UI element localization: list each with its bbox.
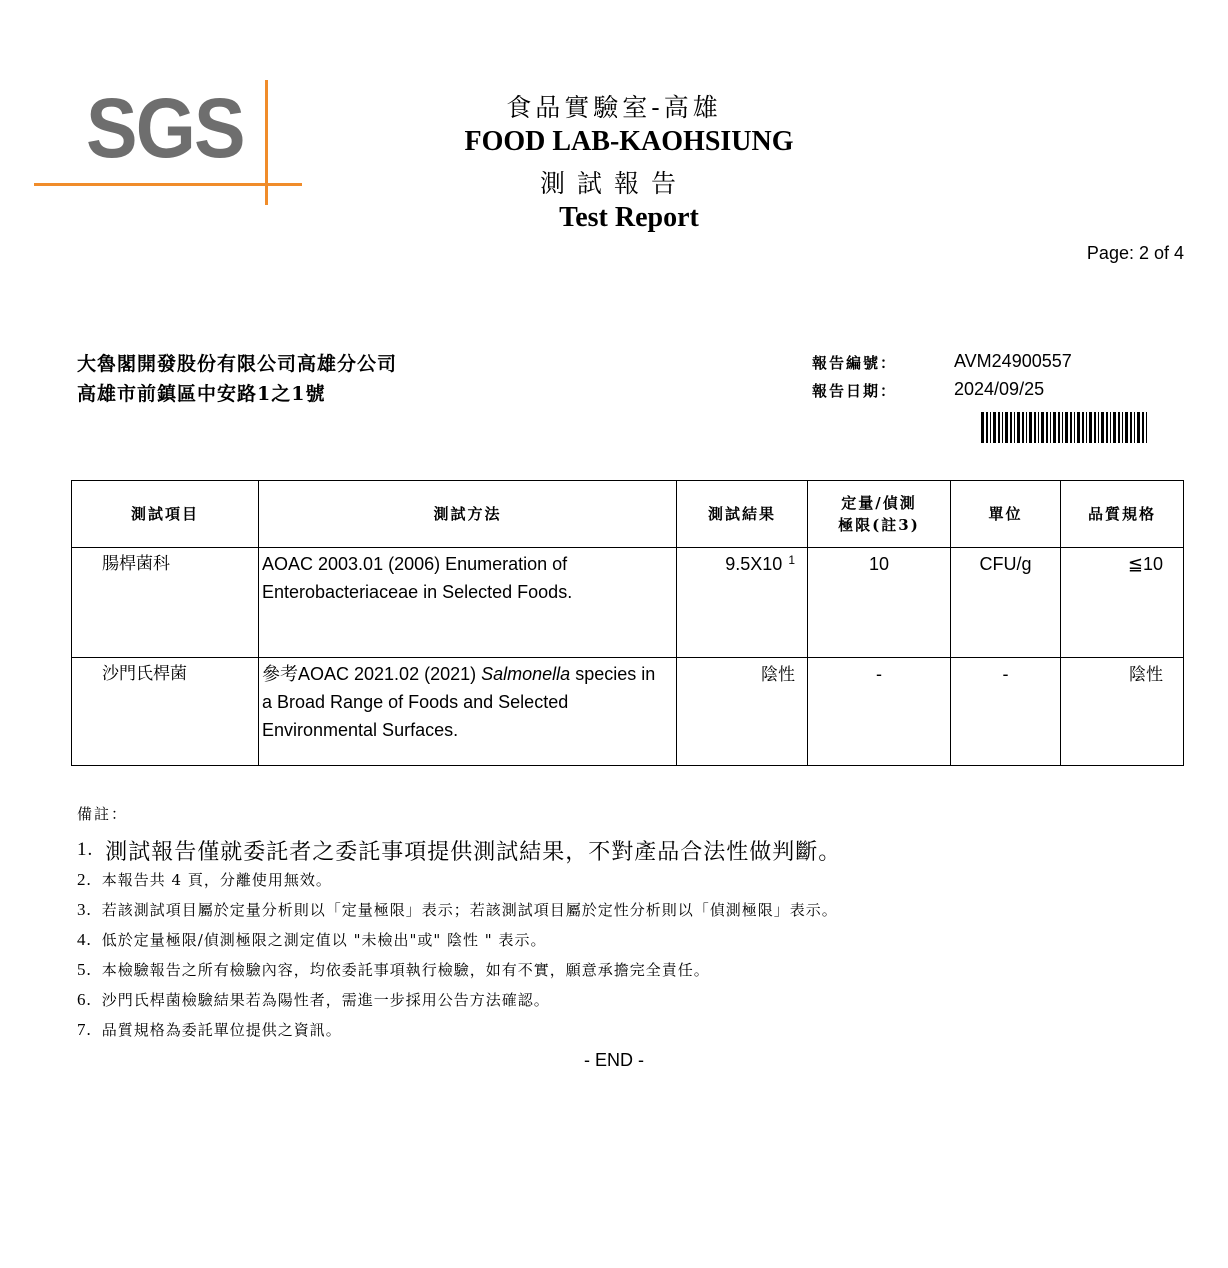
barcode-bar <box>1041 412 1044 443</box>
barcode-bar <box>1137 412 1140 443</box>
barcode-bar <box>986 412 988 443</box>
cell-method <box>259 658 677 766</box>
result-value: 陰性 <box>761 665 795 685</box>
barcode-bar <box>1098 412 1099 443</box>
header-limit-line1: 定量/偵測 <box>841 494 917 512</box>
cell-limit: - <box>808 658 951 766</box>
end-marker: - END - <box>584 1050 644 1070</box>
lab-title-en: FOOD LAB-KAOHSIUNG <box>464 126 794 157</box>
barcode-bar <box>1094 412 1096 443</box>
notes-title: 備註： <box>77 805 129 823</box>
header-unit: 單位 <box>951 481 1061 548</box>
barcode-bar <box>993 412 996 443</box>
barcode-bar <box>1089 412 1092 443</box>
method-suffix: species in a Broad Range of Foods and Selected Environmental Surfaces. <box>262 664 656 740</box>
cell-spec: ≦10 <box>1061 548 1184 658</box>
barcode-bar <box>998 412 1000 443</box>
report-number-label: 報告編號： <box>812 354 898 372</box>
barcode-bar <box>1110 412 1111 443</box>
barcode-bar <box>1053 412 1056 443</box>
note-text: 本報告共 4 頁，分離使用無效。 <box>101 871 332 889</box>
barcode-bar <box>1050 412 1051 443</box>
barcode-bar <box>1070 412 1072 443</box>
report-number: AVM24900557 <box>954 351 1072 371</box>
barcode-bar <box>1002 412 1003 443</box>
note-item <box>77 929 546 950</box>
note-item <box>77 835 841 866</box>
client-name: 大魯閣開發股份有限公司高雄分公司 <box>77 353 398 375</box>
note-item <box>77 959 710 980</box>
result-value: 9.5X10 <box>725 554 783 574</box>
spec-value: 陰性 <box>1129 665 1163 685</box>
barcode-bar <box>1058 412 1060 443</box>
header-item: 測試項目 <box>72 481 259 548</box>
barcode-bar <box>1118 412 1120 443</box>
cell-result <box>677 548 808 658</box>
table-row <box>72 658 1184 766</box>
barcode-bar <box>1101 412 1104 443</box>
cell-item: 腸桿菌科 <box>72 548 259 658</box>
table-row <box>72 548 1184 658</box>
note-number: 7. <box>77 1020 92 1039</box>
page-number: Page: 2 of 4 <box>1086 243 1184 263</box>
barcode-bar <box>1046 412 1048 443</box>
barcode-bar <box>1125 412 1128 443</box>
cell-limit: 10 <box>808 548 951 658</box>
header-limit <box>808 481 951 548</box>
note-text: 測試報告僅就委託者之委託事項提供測試結果，不對產品合法性做判斷。 <box>105 840 842 865</box>
cell-spec <box>1061 658 1184 766</box>
barcode-bar <box>1130 412 1132 443</box>
barcode-bar <box>1022 412 1024 443</box>
barcode-bar <box>1082 412 1084 443</box>
sgs-logo-text: SGS <box>86 81 244 175</box>
lab-title-cn: 食品實驗室-高雄 <box>506 93 722 122</box>
note-number: 6. <box>77 990 92 1009</box>
barcode-bar <box>1074 412 1075 443</box>
barcode-bar <box>1065 412 1068 443</box>
barcode-bar <box>1005 412 1008 443</box>
cell-method: AOAC 2003.01 (2006) Enumeration of Enterobacteriaceae in Selected Foods. <box>259 548 677 658</box>
note-text: 沙門氏桿菌檢驗結果若為陽性者，需進一步採用公告方法確認。 <box>101 991 550 1009</box>
barcode-bar <box>1146 412 1147 443</box>
header-limit-line2: 極限(註3) <box>838 516 920 534</box>
note-number: 1. <box>77 839 94 860</box>
note-text: 品質規格為委託單位提供之資訊。 <box>101 1021 342 1039</box>
barcode-bar <box>1113 412 1116 443</box>
cell-result <box>677 658 808 766</box>
table-header-row <box>72 481 1184 548</box>
note-item <box>77 899 838 920</box>
barcode-bar <box>1062 412 1063 443</box>
barcode-bar <box>1122 412 1123 443</box>
barcode-bar <box>981 412 984 443</box>
barcode-bar <box>1010 412 1012 443</box>
note-text: 低於定量極限/偵測極限之測定值以 "未檢出"或" 陰性 " 表示。 <box>101 931 547 949</box>
cell-unit: CFU/g <box>951 548 1061 658</box>
result-exponent: 1 <box>788 553 795 567</box>
note-text: 本檢驗報告之所有檢驗內容，均依委託事項執行檢驗，如有不實，願意承擔完全責任。 <box>101 961 710 979</box>
report-date: 2024/09/25 <box>954 379 1045 399</box>
barcode-bar <box>1026 412 1027 443</box>
barcode-bar <box>1086 412 1087 443</box>
cell-unit: - <box>951 658 1061 766</box>
barcode-bar <box>1014 412 1015 443</box>
barcode-bar <box>1106 412 1108 443</box>
note-item <box>77 989 550 1010</box>
client-address: 高雄市前鎮區中安路1之1號 <box>77 383 326 405</box>
note-number: 5. <box>77 960 92 979</box>
barcode-bar <box>1142 412 1144 443</box>
barcode-bar <box>1034 412 1036 443</box>
note-text: 若該測試項目屬於定量分析則以「定量極限」表示；若該測試項目屬於定性分析則以「偵測極限」表示。 <box>101 901 838 919</box>
barcode-bar <box>1017 412 1020 443</box>
barcode-bar <box>1038 412 1039 443</box>
note-number: 4. <box>77 930 92 949</box>
barcode <box>981 412 1151 443</box>
barcode-bar <box>1134 412 1135 443</box>
note-item <box>77 869 332 890</box>
barcode-bar <box>1077 412 1080 443</box>
method-prefix: 參考AOAC 2021.02 (2021) <box>262 664 482 684</box>
barcode-bar <box>1029 412 1032 443</box>
barcode-bar <box>990 412 991 443</box>
cell-item: 沙門氏桿菌 <box>72 658 259 766</box>
method-italic: Salmonella <box>481 664 571 684</box>
results-table <box>71 480 1184 766</box>
header-result: 測試結果 <box>677 481 808 548</box>
header-spec: 品質規格 <box>1061 481 1184 548</box>
report-date-label: 報告日期： <box>812 382 898 400</box>
report-title-en: Test Report <box>559 202 699 233</box>
note-number: 2. <box>77 870 92 889</box>
note-item <box>77 1019 342 1040</box>
report-title-cn: 測試報告 <box>539 169 688 198</box>
header-method: 測試方法 <box>259 481 677 548</box>
note-number: 3. <box>77 900 92 919</box>
